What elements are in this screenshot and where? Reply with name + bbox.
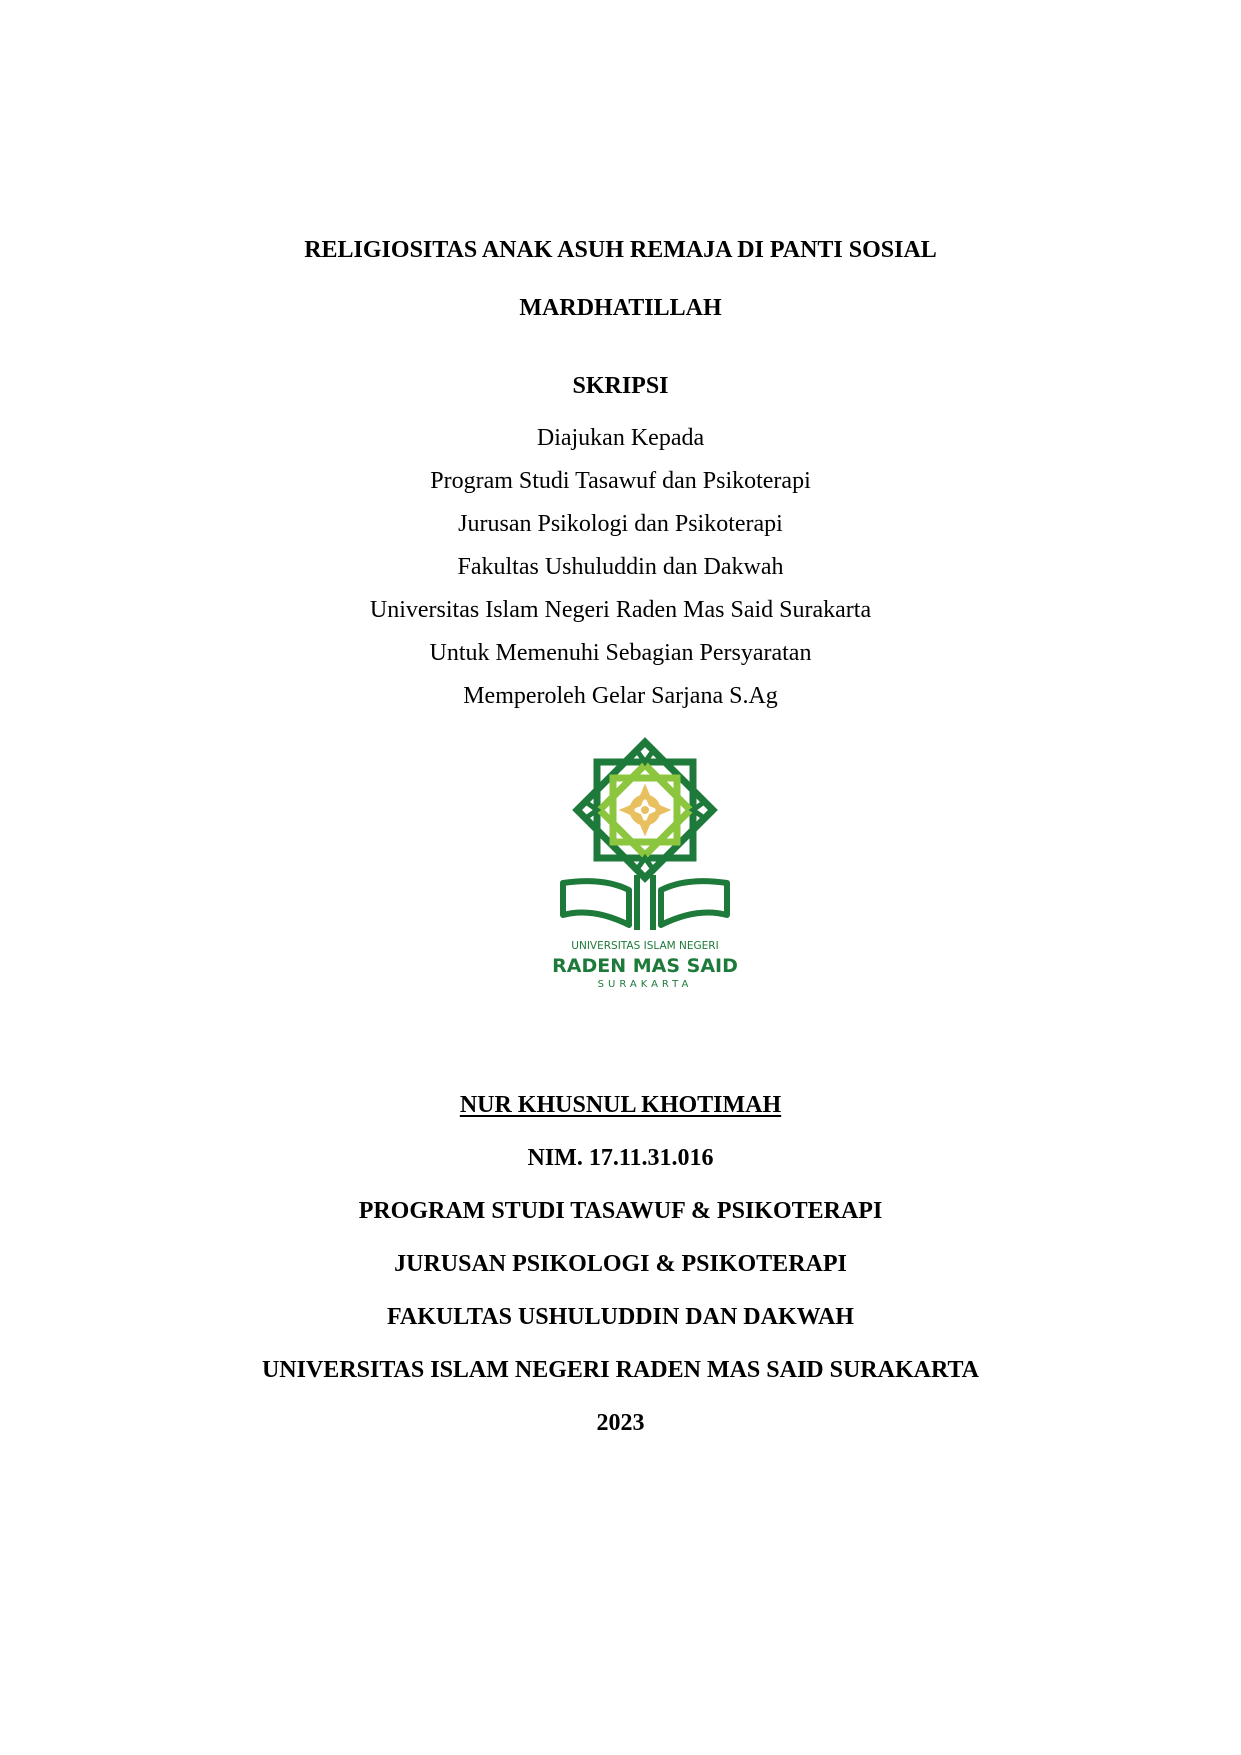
author-name: NUR KHUSNUL KHOTIMAH bbox=[459, 1092, 782, 1118]
year: 2023 bbox=[596, 1410, 645, 1436]
university-logo-emblem bbox=[545, 735, 745, 990]
submission-line: Memperoleh Gelar Sarjana S.Ag bbox=[463, 683, 778, 709]
logo-line-1: UNIVERSITAS ISLAM NEGERI bbox=[571, 940, 719, 952]
submission-line: Program Studi Tasawuf dan Psikoterapi bbox=[430, 468, 811, 494]
logo-line-3: SURAKARTA bbox=[597, 979, 693, 990]
institution-line: UNIVERSITAS ISLAM NEGERI RADEN MAS SAID SURAKARTA bbox=[261, 1357, 980, 1383]
submission-line: Fakultas Ushuluddin dan Dakwah bbox=[457, 554, 784, 580]
institution-line: FAKULTAS USHULUDDIN DAN DAKWAH bbox=[387, 1304, 854, 1330]
submission-line: Jurusan Psikologi dan Psikoterapi bbox=[458, 511, 783, 537]
university-logo bbox=[545, 735, 745, 990]
student-id: NIM. 17.11.31.016 bbox=[527, 1145, 714, 1171]
institution-line: PROGRAM STUDI TASAWUF & PSIKOTERAPI bbox=[358, 1198, 883, 1224]
book-icon bbox=[563, 875, 727, 930]
title-line-2: MARDHATILLAH bbox=[519, 295, 722, 321]
title-line-1: RELIGIOSITAS ANAK ASUH REMAJA DI PANTI SOSIAL bbox=[304, 237, 937, 263]
submission-line: Untuk Memenuhi Sebagian Persyaratan bbox=[429, 640, 812, 666]
star-emblem bbox=[577, 742, 713, 878]
document-type: SKRIPSI bbox=[572, 373, 669, 399]
submission-line: Universitas Islam Negeri Raden Mas Said Surakarta bbox=[369, 597, 872, 623]
submission-line: Diajukan Kepada bbox=[536, 425, 705, 451]
institution-line: JURUSAN PSIKOLOGI & PSIKOTERAPI bbox=[394, 1251, 847, 1277]
logo-line-2: RADEN MAS SAID bbox=[552, 955, 738, 977]
